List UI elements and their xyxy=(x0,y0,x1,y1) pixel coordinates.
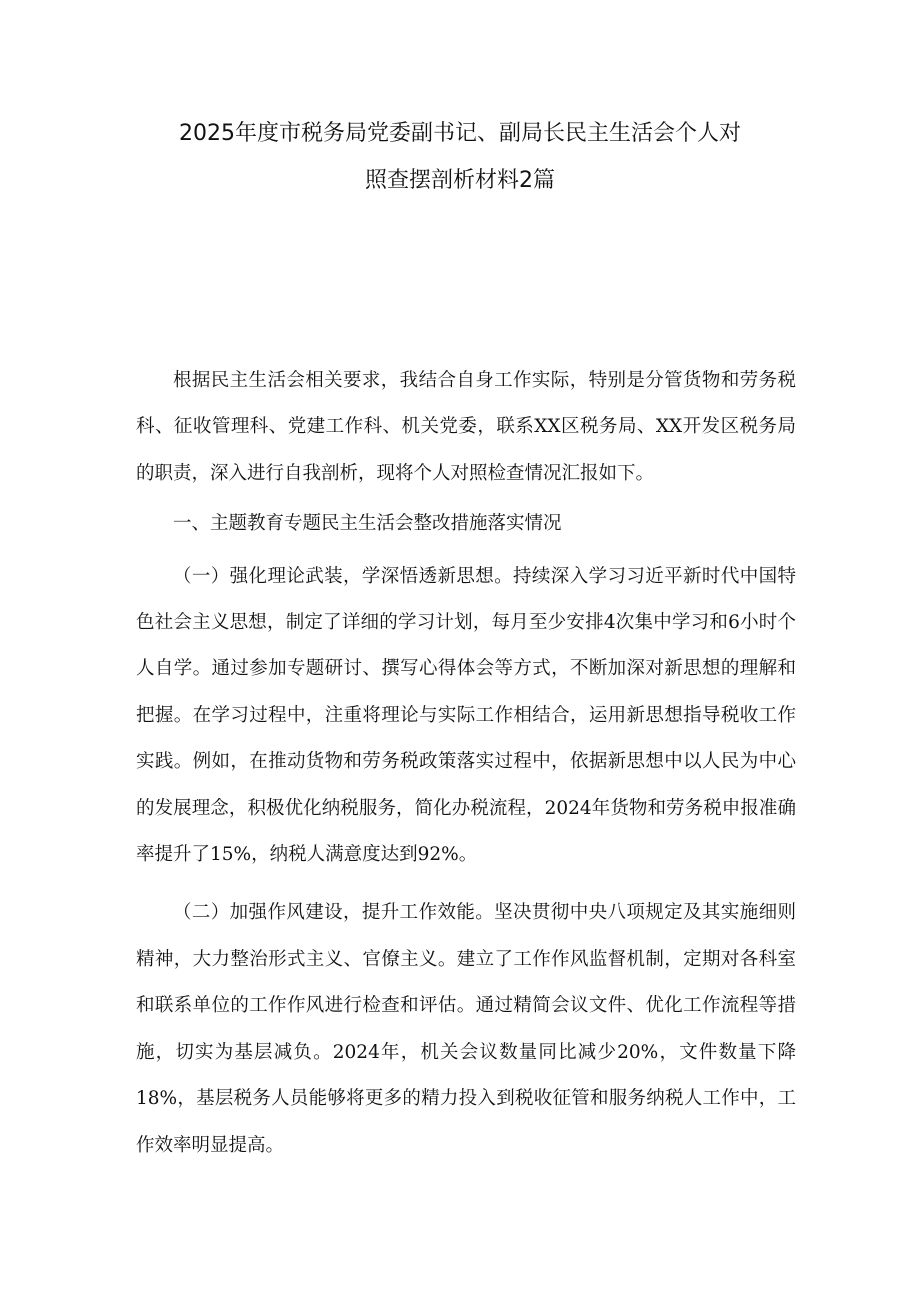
document-body xyxy=(136,358,796,1169)
title-line-2: 照查摆剖析材料2篇 xyxy=(365,168,555,193)
subsection-paragraph-2: （二）加强作风建设，提升工作效能。坚决贯彻中央八项规定及其实施细则精神，大力整治形式主义、官僚主义。建立了工作作风监督机制，定期对各科室和联系单位的工作作风进行检查和评估。通过精简会议文件、优化工作流程等措施，切实为基层减负。2024年，机关会议数量同比减少20%，文件数量下降18%，基层税务人员能够将更多的精力投入到税收征管和服务纳税人工作中，工作效率明显提高。 xyxy=(136,902,796,1156)
intro-paragraph: 根据民主生活会相关要求，我结合自身工作实际，特别是分管货物和劳务税科、征收管理科、党建工作科、机关党委，联系XX区税务局、XX开发区税务局的职责，深入进行自我剖析，现将个人对照检查情况汇报如下。 xyxy=(136,370,796,484)
section-heading: 一、主题教育专题民主生活会整改措施落实情况 xyxy=(173,513,562,535)
title-line-1: 2025年度市税务局党委副书记、副局长民主生活会个人对 xyxy=(179,121,741,146)
document-title xyxy=(120,110,800,204)
subsection-paragraph-1: （一）强化理论武装，学深悟透新思想。持续深入学习习近平新时代中国特色社会主义思想，制定了详细的学习计划，每月至少安排4次集中学习和6小时个人自学。通过参加专题研讨、撰写心得体会等方式，不断加深对新思想的理解和把握。在学习过程中，注重将理论与实际工作相结合，运用新思想指导税收工作实践。例如，在推动货物和劳务税政策落实过程中，依据新思想中以人民为中心的发展理念，积极优化纳税服务，简化办税流程，2024年货物和劳务税申报准确率提升了15%，纳税人满意度达到92%。 xyxy=(136,565,796,866)
